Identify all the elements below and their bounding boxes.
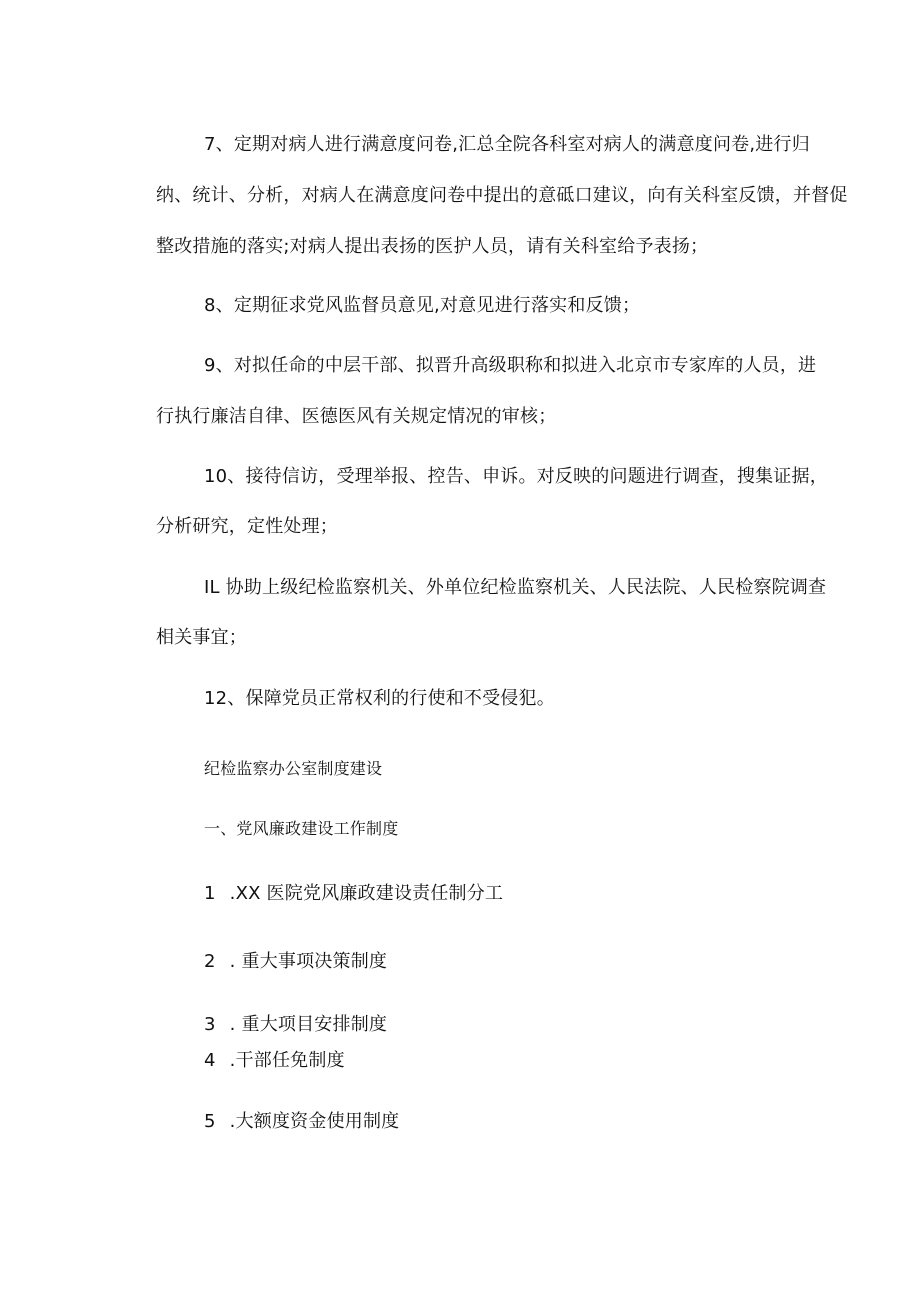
- list-item-number: 4: [204, 1050, 216, 1071]
- list-item: [204, 1013, 387, 1037]
- list-item-number: 5: [204, 1111, 216, 1132]
- item10-line-1: 10、接待信访，受理举报、控告、申诉。对反映的问题进行调查，搜集证据，: [204, 466, 828, 487]
- list-item-number: 1: [204, 883, 216, 904]
- subsection-title: 一、党风廉政建设工作制度: [204, 819, 399, 838]
- list-item-number: 2: [204, 951, 216, 972]
- item7-line-2: 纳、统计、分析，对病人在满意度问卷中提出的意砥口建议，向有关科室反馈，并督促: [156, 185, 848, 206]
- list-item: [204, 950, 387, 974]
- item9-line-2: 行执行廉洁自律、医德医风有关规定情况的审核；: [156, 406, 557, 427]
- item8-line-1: 8、定期征求党风监督员意见,对意见进行落实和反馈；: [204, 295, 641, 316]
- item10-line-2: 分析研究，定性处理；: [156, 516, 338, 537]
- list-item-text: . 重大事项决策制度: [229, 951, 388, 972]
- section-title: 纪检监察办公室制度建设: [204, 759, 383, 778]
- item11-line-2: 相关事宜；: [156, 627, 247, 648]
- list-item: [204, 1110, 399, 1134]
- list-item-text: .干部任免制度: [229, 1050, 345, 1071]
- list-item-text: .XX 医院党风廉政建设责任制分工: [229, 883, 504, 904]
- list-item-text: .大额度资金使用制度: [229, 1111, 400, 1132]
- item12-line-1: 12、保障党员正常权利的行使和不受侵犯。: [204, 688, 555, 709]
- item7-line-1: 7、定期对病人进行满意度问卷,汇总全院各科室对病人的满意度问卷,进行归: [204, 134, 810, 155]
- list-item-text: . 重大项目安排制度: [229, 1014, 388, 1035]
- list-item: [204, 882, 503, 906]
- list-item: [204, 1049, 345, 1073]
- item7-line-3: 整改措施的落实;对病人提出表扬的医护人员，请有关科室给予表扬；: [156, 236, 709, 257]
- item9-line-1: 9、对拟任命的中层干部、拟晋升高级职称和拟进入北京市专家库的人员，进: [204, 355, 817, 376]
- item11-line-1: IL 协助上级纪检监察机关、外单位纪检监察机关、人民法院、人民检察院调查: [204, 577, 827, 598]
- list-item-number: 3: [204, 1014, 216, 1035]
